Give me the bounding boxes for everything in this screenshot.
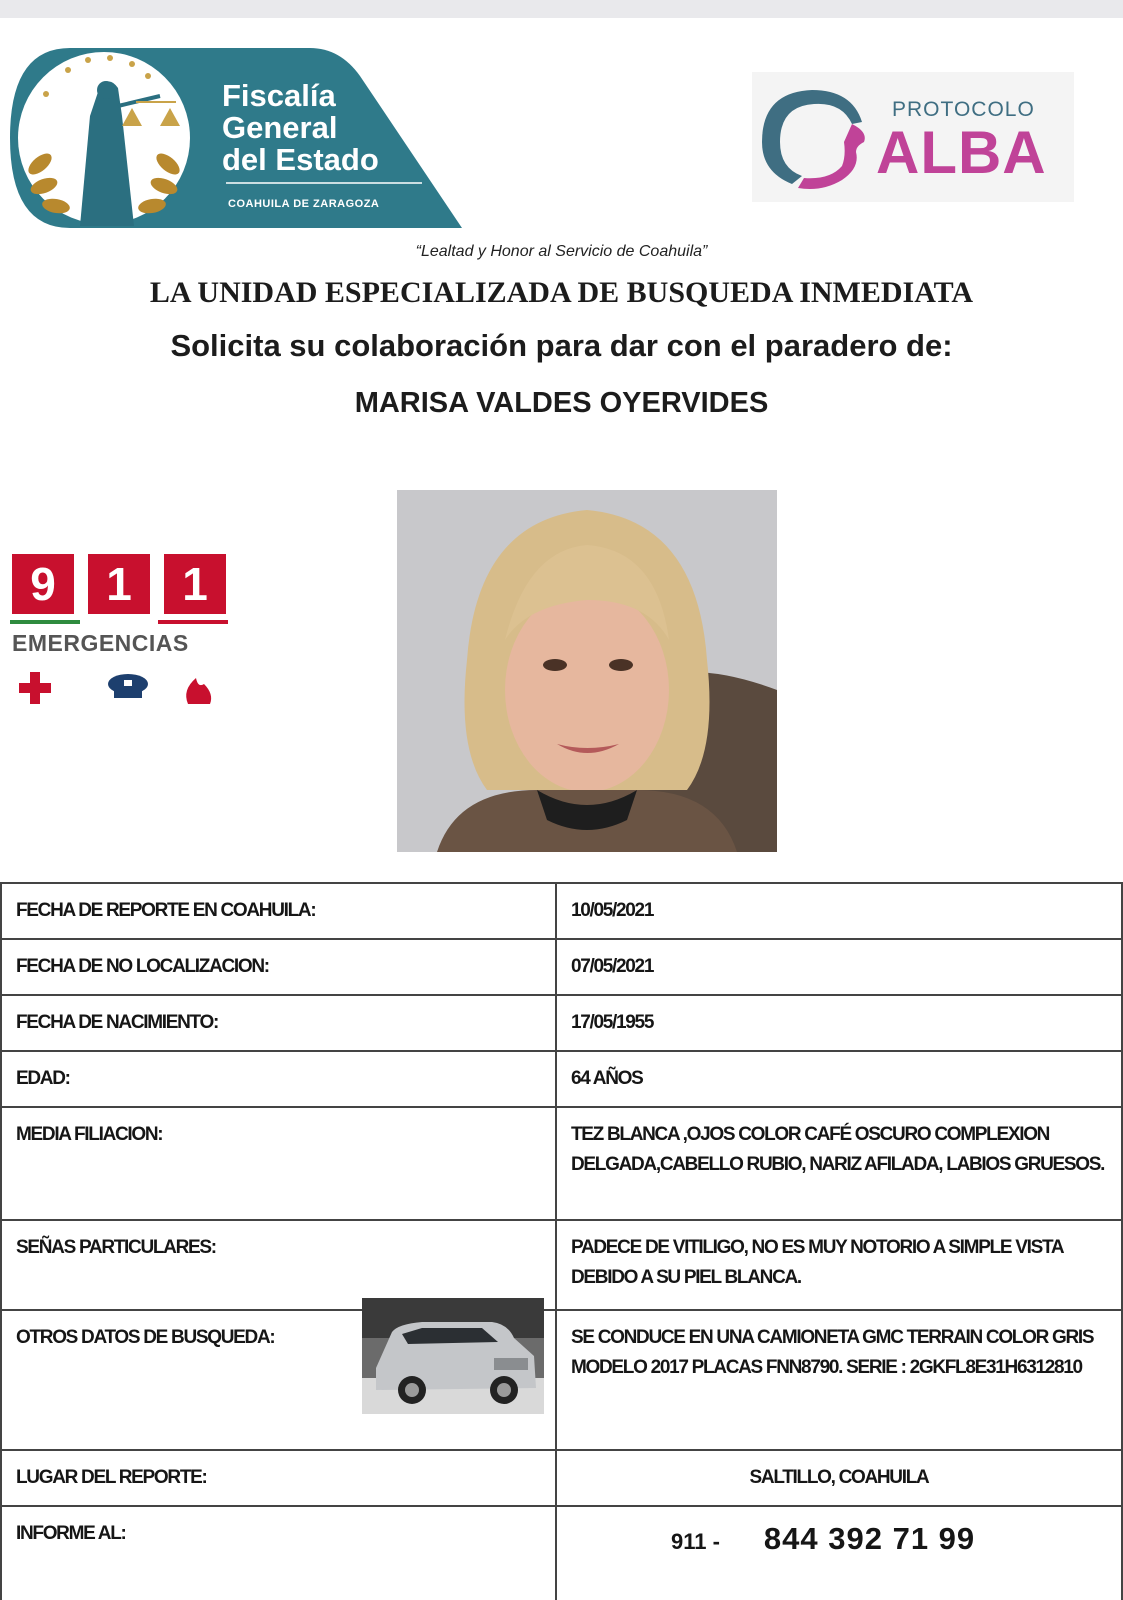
police-cap-icon bbox=[108, 674, 148, 698]
value-fecha-no-localizacion: 07/05/2021 bbox=[556, 939, 1122, 995]
table-row-fecha-nacimiento bbox=[1, 995, 1122, 1051]
value-informe bbox=[556, 1506, 1122, 1600]
label-otros-datos: OTROS DATOS DE BUSQUEDA: bbox=[1, 1310, 556, 1450]
suv-image bbox=[362, 1298, 544, 1414]
emergencias-text: EMERGENCIAS bbox=[12, 630, 189, 656]
red-stripe bbox=[158, 620, 228, 624]
label-fecha-nacimiento: FECHA DE NACIMIENTO: bbox=[1, 995, 556, 1051]
table-row-media-filiacion bbox=[1, 1107, 1122, 1220]
value-otros-datos: SE CONDUCE EN UNA CAMIONETA GMC TERRAIN COLOR GRIS MODELO 2017 PLACAS FNN8790. SERIE : 2GKFL8E31H6312810 bbox=[556, 1310, 1122, 1450]
digit-9: 9 bbox=[12, 554, 74, 614]
motto: “Lealtad y Honor al Servicio de Coahuila” bbox=[415, 243, 708, 260]
value-senas-particulares: PADECE DE VITILIGO, NO ES MUY NOTORIO A SIMPLE VISTA DEBIDO A SU PIEL BLANCA. bbox=[556, 1220, 1122, 1310]
protocolo-alba-logo bbox=[752, 72, 1074, 202]
info-table bbox=[0, 882, 1123, 1600]
emergency-icons bbox=[14, 668, 226, 708]
label-senas-particulares: SEÑAS PARTICULARES: bbox=[1, 1220, 556, 1310]
fiscalia-subtitle: COAHUILA DE ZARAGOZA bbox=[228, 198, 380, 210]
portrait-image bbox=[397, 490, 777, 852]
table-row-fecha-reporte bbox=[1, 883, 1122, 939]
phone-number: 844 392 71 99 bbox=[763, 1521, 976, 1556]
label-media-filiacion: MEDIA FILIACION: bbox=[1, 1107, 556, 1220]
alba-big-text: ALBA bbox=[876, 119, 1047, 186]
woman-profile-icon bbox=[752, 72, 882, 202]
phone-prefix: 911 - bbox=[671, 1529, 720, 1554]
alba-small-text: PROTOCOLO bbox=[892, 98, 1035, 121]
label-edad: EDAD: bbox=[1, 1051, 556, 1107]
fire-icon bbox=[186, 678, 211, 704]
person-photo bbox=[397, 490, 777, 852]
page-subheading: Solicita su colaboración para dar con el paradero de: bbox=[170, 328, 953, 363]
red-cross-icon bbox=[19, 672, 51, 704]
label-informe: INFORME AL: bbox=[1, 1506, 556, 1600]
person-name: MARISA VALDES OYERVIDES bbox=[354, 387, 769, 419]
table-row-senas-particulares bbox=[1, 1220, 1122, 1310]
table-row-fecha-no-localizacion bbox=[1, 939, 1122, 995]
green-stripe bbox=[10, 620, 80, 624]
vehicle-photo bbox=[362, 1298, 544, 1414]
fiscalia-title: Fiscalía General del Estado bbox=[222, 78, 379, 177]
table-row-lugar-reporte bbox=[1, 1450, 1122, 1506]
value-fecha-nacimiento: 17/05/1955 bbox=[556, 995, 1122, 1051]
value-edad: 64 AÑOS bbox=[556, 1051, 1122, 1107]
table-row-edad bbox=[1, 1051, 1122, 1107]
label-lugar-reporte: LUGAR DEL REPORTE: bbox=[1, 1450, 556, 1506]
value-media-filiacion: TEZ BLANCA ,OJOS COLOR CAFÉ OSCURO COMPLEXION DELGADA,CABELLO RUBIO, NARIZ AFILADA, LABIOS GRUESOS. bbox=[556, 1107, 1122, 1220]
table-row-otros-datos bbox=[1, 1310, 1122, 1450]
value-fecha-reporte: 10/05/2021 bbox=[556, 883, 1122, 939]
emergencias-911-logo bbox=[10, 554, 226, 714]
value-lugar-reporte: SALTILLO, COAHUILA bbox=[556, 1450, 1122, 1506]
label-fecha-reporte: FECHA DE REPORTE EN COAHUILA: bbox=[1, 883, 556, 939]
label-fecha-no-localizacion: FECHA DE NO LOCALIZACION: bbox=[1, 939, 556, 995]
fiscalia-logo bbox=[10, 46, 462, 234]
digit-1b: 1 bbox=[164, 554, 226, 614]
digit-1a: 1 bbox=[88, 554, 150, 614]
top-bar bbox=[0, 0, 1123, 18]
table-row-informe bbox=[1, 1506, 1122, 1600]
page-heading: LA UNIDAD ESPECIALIZADA DE BUSQUEDA INMEDIATA bbox=[149, 276, 974, 309]
